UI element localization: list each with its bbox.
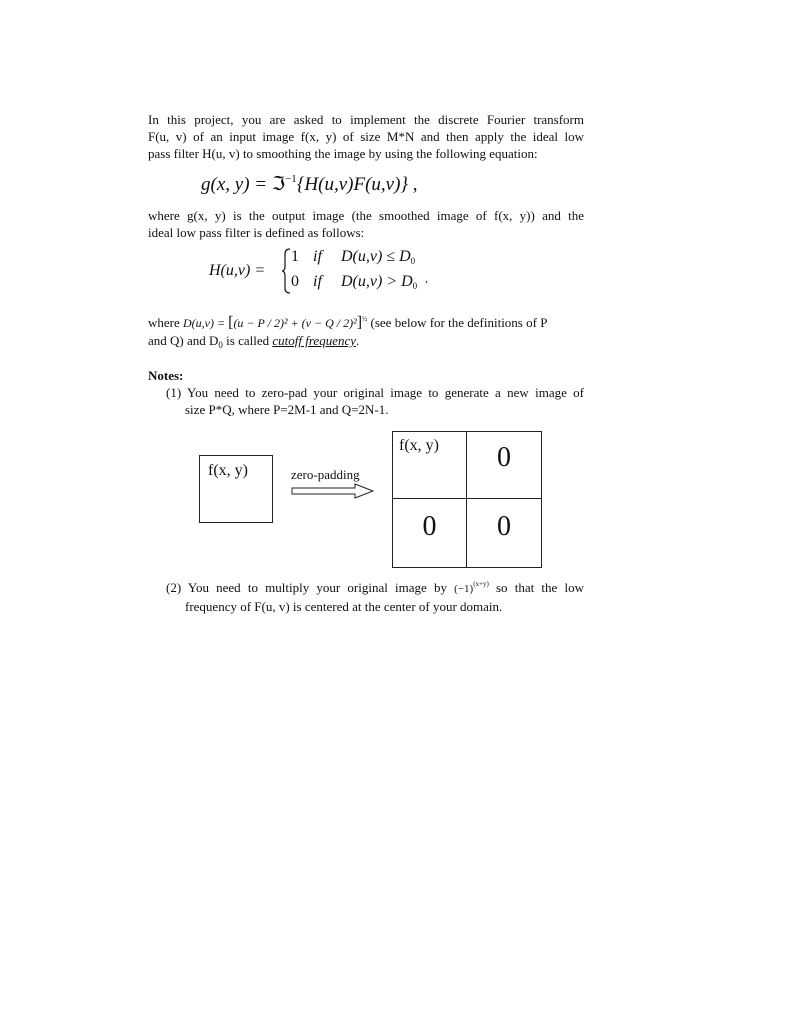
filter-case-1 [291,248,415,266]
distance-line-2-mid: is called [222,333,273,348]
distance-definition [148,311,584,354]
case-1-if: if [313,248,322,265]
padded-original-label: f(x, y) [399,437,439,454]
close-bracket: ] [356,314,363,331]
left-brace-icon [281,248,291,294]
distance-line-2-prefix: and Q) and D [148,333,219,348]
cutoff-frequency-term: cutoff frequency [272,333,356,348]
case-1-subscript: 0 [410,256,416,266]
intro-line-1: In this project, you are asked to implement the discrete Fourier transform [148,112,584,127]
zero-cell-top-right [467,432,541,499]
note-2-line-1 [166,576,584,598]
padded-original-cell [393,432,467,499]
original-image-box [199,455,273,523]
distance-lhs: D(u,v) = [183,316,229,330]
note-2-line-1-a: (2) You need to multiply your original image by [166,580,455,595]
case-2-value: 0 [291,273,299,290]
output-line-2: ideal low pass filter is defined as follows: [148,225,365,240]
zero-padding-label: zero-padding [291,467,360,482]
filter-equation [209,246,449,296]
case-1-value: 1 [291,248,299,265]
output-line-1: where g(x, y) is the output image (the smoothed image of f(x, y)) and the [148,208,584,223]
main-equation [201,173,418,196]
zero-cell-bottom-left [393,499,467,567]
inverse-superscript: −1 [285,173,297,185]
distance-line-2-end: . [356,333,360,348]
case-2-condition: D(u,v) > D [341,273,413,290]
half-exponent: ½ [362,315,368,323]
distance-see-below: (see below for the definitions of P [367,315,548,330]
note-1-line-2: size P*Q, where P=2M-1 and Q=2N-1. [185,402,389,417]
intro-line-2: F(u, v) of an input image f(x, y) of size M*N and then apply the ideal low [148,129,584,144]
zero-bottom-left: 0 [422,511,437,542]
distance-line-1 [148,311,584,332]
case-2-if: if [313,273,322,290]
filter-equation-trail: , [425,273,428,285]
note-2 [166,576,584,615]
note-2-factor: (−1) [454,583,474,595]
output-description [148,207,584,241]
note-2-exponent: (x+y) [473,580,489,588]
cutoff-subscript: 0 [218,340,223,350]
zero-top-right: 0 [497,442,511,473]
right-arrow-icon [291,483,375,499]
filter-case-2 [291,273,428,291]
case-1-condition: D(u,v) ≤ D [341,248,411,265]
filter-equation-lhs: H(u,v) = [209,262,266,279]
note-2-line-1-b: so that the low [488,580,584,595]
distance-where: where [148,315,184,330]
zero-cell-bottom-right [467,499,541,567]
open-bracket: [ [228,314,234,331]
intro-line-3: pass filter H(u, v) to smoothing the image by using the following equation: [148,146,538,161]
fourier-transform-symbol: ℑ [271,174,286,195]
note-2-line-2: frequency of F(u, v) is centered at the center of your domain. [185,599,503,614]
case-2-subscript: 0 [412,281,418,291]
zero-bottom-right: 0 [497,511,511,542]
main-equation-trail: , [408,174,418,195]
distance-line-2 [148,332,584,354]
intro-paragraph [148,111,584,162]
original-image-label: f(x, y) [208,462,248,479]
note-1-line-1: (1) You need to zero-pad your original image to generate a new image of [166,385,584,400]
notes-title: Notes: [148,368,184,383]
distance-body: (u − P / 2)² + (v − Q / 2)² [233,316,357,330]
note-1 [166,384,584,418]
main-equation-rhs: {H(u,v)F(u,v)} [296,174,409,195]
main-equation-lhs: g(x, y) = [201,174,272,195]
padded-image-grid [392,431,542,568]
